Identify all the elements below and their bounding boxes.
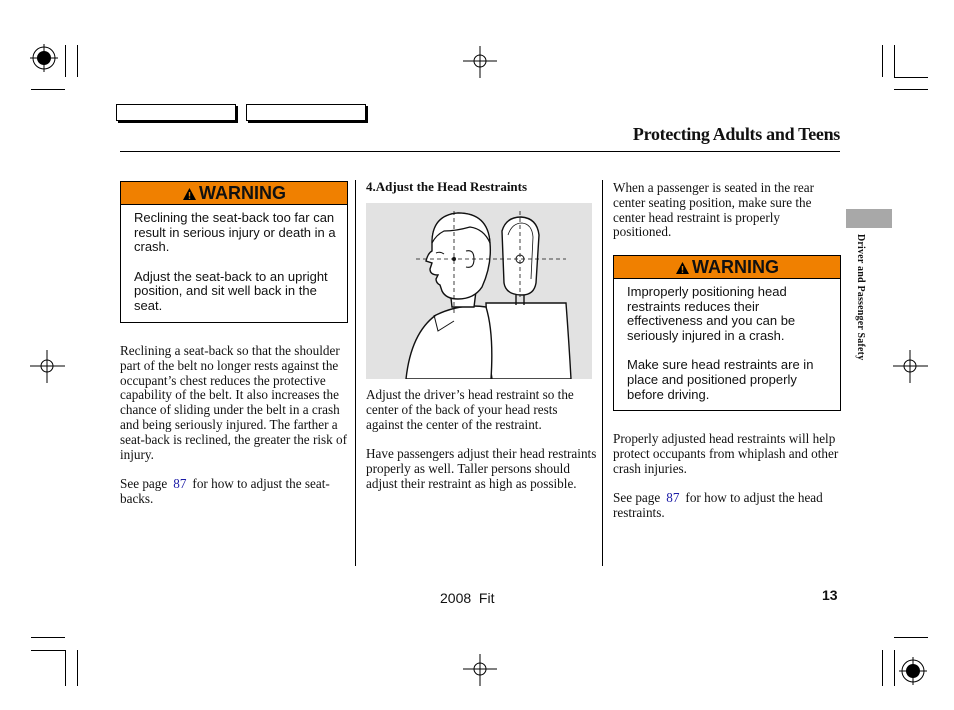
page-link[interactable]: 87	[173, 476, 187, 492]
see-label: See page	[613, 490, 661, 506]
driver-head-restraint-icon	[366, 203, 592, 379]
header-tab-box	[116, 104, 236, 121]
warning-label: WARNING	[692, 257, 779, 277]
warning-header	[614, 256, 840, 279]
section-tab	[846, 209, 892, 228]
column-divider	[355, 180, 356, 566]
warning-label: WARNING	[199, 183, 286, 203]
crosshair-icon	[30, 350, 66, 384]
body-text	[120, 344, 348, 522]
paragraph: Reclining a seat-back so that the shoulder part of the belt no longer rests against the occupant’s chest reduces the protective capability of the belt. It also increases the chance of sliding under the belt in a crash and being seriously injured. The farther a seat-back is reclined, the greater the risk of injury.	[120, 343, 348, 462]
see-text: for how to adjust the head restraints.	[613, 490, 823, 520]
warning-text: Make sure head restraints are in place and positioned properly before driving.	[627, 357, 814, 402]
warning-box	[613, 255, 841, 411]
see-label: See page	[120, 476, 168, 492]
registration-target-icon	[898, 656, 928, 686]
warning-header	[121, 182, 347, 205]
column-divider	[602, 180, 603, 566]
section-heading: 4.Adjust the Head Restraints	[366, 179, 528, 194]
body-text	[366, 388, 598, 506]
crosshair-icon	[463, 46, 497, 80]
page-title: Protecting Adults and Teens	[632, 124, 840, 144]
paragraph: When a passenger is seated in the rear center seating position, make sure the center head restraint is properly positioned.	[613, 180, 815, 240]
warning-text: Reclining the seat-back too far can result in serious injury or death in a crash.	[134, 210, 336, 255]
header-tab-box	[246, 104, 366, 121]
head-restraint-illustration	[366, 203, 592, 379]
warning-box	[120, 181, 348, 323]
body-text	[613, 181, 839, 255]
paragraph: Have passengers adjust their head restraints properly as well. Taller persons should adjust their restraint as high as possible.	[366, 446, 597, 491]
paragraph: Adjust the driver’s head restraint so the center of the back of your head rests against the center of the restraint.	[366, 387, 574, 432]
cross-reference	[613, 491, 839, 521]
cross-reference	[120, 477, 348, 507]
page-number: 13	[822, 587, 838, 603]
footer-model: 2008 Fit	[440, 590, 495, 606]
warning-triangle-icon	[675, 261, 690, 275]
body-text	[613, 432, 839, 536]
warning-body	[121, 205, 347, 314]
header-rule	[120, 151, 840, 152]
warning-body	[614, 279, 840, 402]
registration-target-icon	[30, 44, 60, 74]
crosshair-icon	[893, 350, 929, 384]
page-link[interactable]: 87	[666, 490, 680, 506]
warning-text: Adjust the seat-back to an upright position, and sit well back in the seat.	[134, 268, 328, 313]
paragraph: Properly adjusted head restraints will help protect occupants from whiplash and other crash injuries.	[613, 431, 839, 476]
warning-triangle-icon	[182, 187, 197, 201]
see-text: for how to adjust the seat-backs.	[120, 476, 330, 506]
warning-text: Improperly positioning head restraints reduces their effectiveness and you can be seriously injured in a crash.	[627, 284, 796, 343]
crosshair-icon	[463, 652, 497, 686]
section-tab-label: Driver and Passenger Safety	[855, 234, 866, 361]
